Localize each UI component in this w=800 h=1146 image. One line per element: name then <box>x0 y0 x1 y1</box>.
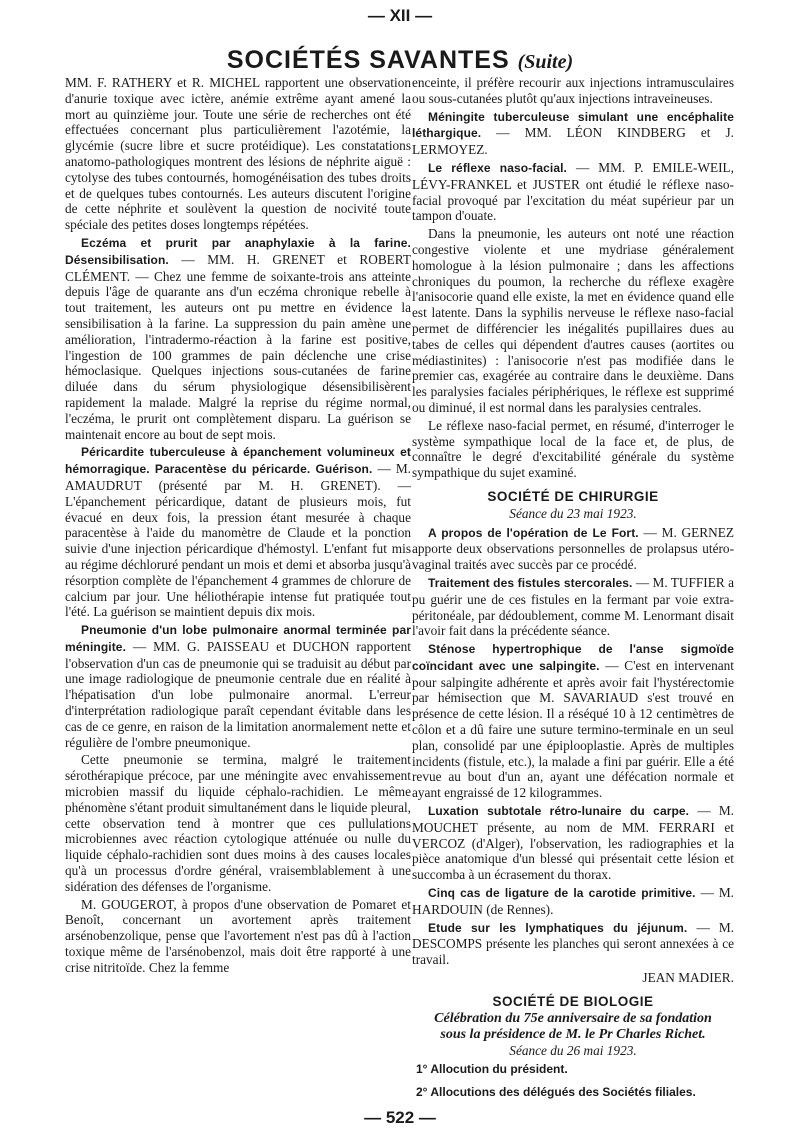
biologie-item-president: 1° Allocution du président. <box>416 1062 568 1077</box>
rubric-eczema: Eczéma et prurit par anaphylaxie à la farine. Désensibilisation. <box>65 235 411 267</box>
paragraph-pneumonie-reflexe: Dans la pneumonie, les auteurs ont noté une réaction congestive violente et une mydriase généralement homologue à la lésion pulmonaire ; dans les affections chroniques du poumon, la recherche du réflexe exagère l'anisocorie quand elle existe, la met en évidence quand elle est latente. Dans la syphilis nerveuse le réflexe naso-facial permet de différencier les inégalités pupillaires dues au tabes de celles qui dépendent d'autres causes (aortites ou médiastinites) : l'anisocorie n'est pas modifiée dans le premier cas, exagérée au contraire dans le deuxième. Dans les paralysies faciales périphériques, le réflexe est supprimé ou diminué, il est normal dans les paralysies centrales. <box>412 226 734 415</box>
paragraph-jejunum <box>412 920 734 968</box>
body-reflexe: — MM. P. EMILE-WEIL, LÉVY-FRANKEL et JUSTER ont étudié le réflexe naso-facial provoqué par l'excitation du méat supérieur par un tampon d'ouate. <box>412 159 734 224</box>
paragraph-meningite <box>412 109 734 158</box>
page-title <box>0 46 800 75</box>
paragraph-eczema <box>65 235 411 442</box>
paragraph-pericardite <box>65 444 411 620</box>
rubric-meningite: Méningite tuberculeuse simulant une encéphalite léthargique. <box>412 109 734 141</box>
paragraph-gougerot: M. GOUGEROT, à propos d'une observation de Pomaret et Benoît, concernant un avortement après traitement arsénobenzolique, pense que l'avortement n'est pas dû à l'action toxique même de l'arsénobenzol, mais doit être rapporté à une crise nitritoïde. Chez la femme <box>65 896 411 975</box>
paragraph-pneumonie <box>65 622 411 750</box>
roman-folio: — XII — <box>367 6 433 25</box>
body-jejunum: — M. DESCOMPS présente les planches qui seront annexées à ce travail. <box>412 919 734 968</box>
page-number: — 522 — <box>364 1108 436 1127</box>
right-column <box>412 75 734 1108</box>
paragraph-fistules <box>412 575 734 639</box>
paragraph-carotide <box>412 885 734 918</box>
rubric-reflexe: Le réflexe naso-facial. <box>428 160 567 175</box>
title-suite: (Suite) <box>517 51 574 73</box>
signature: JEAN MADIER. <box>642 970 734 986</box>
body-meningite: — MM. LÉON KINDBERG et J. LERMOYEZ. <box>412 125 734 158</box>
section-title-biologie: SOCIÉTÉ DE BIOLOGIE <box>492 993 654 1009</box>
paragraph-reflexe <box>412 160 734 224</box>
biologie-subtitle-line1: Célébration du 75e anniversaire de sa fondation <box>434 1010 712 1026</box>
left-column <box>65 75 411 978</box>
biologie-subtitle-line2: sous la présidence de M. le Pr Charles Richet. <box>440 1026 706 1042</box>
title-text: SOCIÉTÉS SAVANTES <box>226 46 510 74</box>
biologie-item-delegues: 2° Allocutions des délégués des Sociétés filiales. <box>416 1085 696 1100</box>
paragraph-pneumonie-suite: Cette pneumonie se termina, malgré le traitement sérothérapique précoce, par une méningite avec envahissement microbien massif du liquide céphalo-rachidien. Le même phénomène s'étant produit simultanément dans le liquide pleural, cette observation tend à montrer que ces pullulations microbiennes avec réaction cytologique atténuée ou nulle du liquide céphalo-rachidien sont dues moins à des causes locales qu'à un processus d'ordre général, vraisemblablement à une sidération des défenses de l'organisme. <box>65 752 411 894</box>
section-title-chirurgie: SOCIÉTÉ DE CHIRURGIE <box>487 488 659 504</box>
rubric-pericardite: Péricardite tuberculeuse à épanchement volumineux et hémorragique. Paracentèse du péricarde. Guérison. <box>65 445 411 477</box>
paragraph-luxation <box>412 803 734 883</box>
body-pericardite: — M. AMAUDRUT (présenté par M. H. GRENET). — L'épanchement péricardique, datant de plusieurs mois, fut évacué en deux fois, la pression étant mesurée à chaque paracentèse à l'aide du manomètre de Claude et la ponction suivie d'une injection péricardique d'hémostyl. L'enfant fut mis au régime déchloruré pendant un mois et demi et absorba jusqu'à résorption complète de l'épanchement 4 grammes de chlorure de calcium par jour. Une héliothérapie intense fut pratiquée tout l'été. La guérison se maintient depuis dix mois. <box>65 461 412 620</box>
rubric-pneumonie: Pneumonie d'un lobe pulmonaire anormal terminée par méningite. <box>65 623 411 654</box>
paragraph-le-fort <box>412 525 734 573</box>
body-carotide: — M. HARDOUIN (de Rennes). <box>412 885 734 917</box>
biologie-list <box>416 1062 734 1101</box>
paragraph-rathery: MM. F. RATHERY et R. MICHEL rapportent une observation d'anurie toxique avec ictère, anémie extrême ayant amené la mort au quinzième jour. Toute une série de recherches ont été effectuées concernant plus particulièrement l'azotémie, la glycémie (sucre libre et sucre protéidique). Les constatations anatomo-pathologiques montrent des lésions de néphrite aiguë : cytolyse des tubes contournés, homogénéisation des tubes droits et de quelques tubes contournés. Les auteurs discutent l'origine de cette néphrite et soulèvent la question de nocivité toute spéciale des petites doses longtemps répétées. <box>65 75 411 233</box>
body-fistules: — M. TUFFIER a pu guérir une de ces fistules en la fermant par voie extra-péritonéale, par dédoublement, comme M. Lenormant disait l'avoir fait dans la précédente séance. <box>412 574 734 639</box>
rubric-fistules: Traitement des fistules stercorales. <box>428 575 633 590</box>
paragraph-enceinte: enceinte, il préfère recourir aux injections intramusculaires ou sous-cutanées plutôt qu'aux injections intraveineuses. <box>412 75 734 106</box>
body-luxation: — M. MOUCHET présente, au nom de MM. FERRARI et VERCOZ (d'Alger), l'observation, les radiographies et la pièce anatomique d'un blessé qui présentait cette lésion et succomba à un écrasement du thorax. <box>412 803 734 883</box>
body-le-fort: — M. GERNEZ apporte deux observations personnelles de prolapsus utéro-vaginal traités avec succès par ce procédé. <box>412 524 734 573</box>
section-date-biologie: Séance du 26 mai 1923. <box>509 1042 637 1058</box>
rubric-carotide: Cinq cas de ligature de la carotide primitive. <box>428 886 696 901</box>
paragraph-stenose <box>412 641 734 801</box>
section-date-chirurgie: Séance du 23 mai 1923. <box>509 505 637 521</box>
body-eczema: — MM. H. GRENET et ROBERT CLÉMENT. — Chez une femme de soixante-trois ans atteinte depuis l'âge de quarante ans d'un eczéma chronique rebelle à tout traitement, les auteurs ont pu mettre en évidence la sensibilisation à la farine. La suppression du pain amène une amélioration, l'intradermo-réaction à la farine est positive, l'ingestion de 100 grammes de pain déclenche une crise hémoclasique. Quelques injections sous-cutanées de farine diluée dans du sérum physiologique désensibilisèrent rapidement la malade. Malgré la reprise du régime normal, l'eczéma, le prurit ont complètement disparu. La guérison se maintenait encore au bout de sept mois. <box>65 251 411 442</box>
rubric-stenose: Sténose hypertrophique de l'anse sigmoïde coïncidant avec une salpingite. <box>412 642 734 673</box>
rubric-le-fort: A propos de l'opération de Le Fort. <box>428 525 639 540</box>
body-stenose: — C'est en intervenant pour salpingite adhérente et après avoir fait l'hystérectomie par hémisection que M. SAVARIAUD s'est trouvé en présence de cette lésion. Il a réséqué 10 à 12 centimètres de côlon et a dû faire une suture termino-terminale en un seul plan, consolidé par une épiplooplastie. Après de multiples incidents (fistule, etc.), la malade a fini par guérir. Elle a été revue au bout d'un an, ayant une défécation normale et ayant engraissé de 12 kilogrammes. <box>412 657 734 801</box>
body-pneumonie: — MM. G. PAISSEAU et DUCHON rapportent l'observation d'un cas de pneumonie qui se traduisit au début par une image radiologique de pneumonie centrale due en réalité à l'hépatisation d'un lobe pulmonaire anormal. L'erreur d'interprétation radiologique paraît cependant évitable dans les cas de ce genre, en raison de la limitation anormalement nette et régulière de l'ombre pneumonique. <box>65 638 411 750</box>
rubric-jejunum: Etude sur les lymphatiques du jéjunum. <box>428 920 688 935</box>
rubric-luxation: Luxation subtotale rétro-lunaire du carpe. <box>428 804 690 819</box>
paragraph-resume: Le réflexe naso-facial permet, en résumé, d'interroger le système sympathique local de la face et, de plus, de connaître le degré d'excitabilité générale du système sympathique du sujet examiné. <box>412 417 734 481</box>
